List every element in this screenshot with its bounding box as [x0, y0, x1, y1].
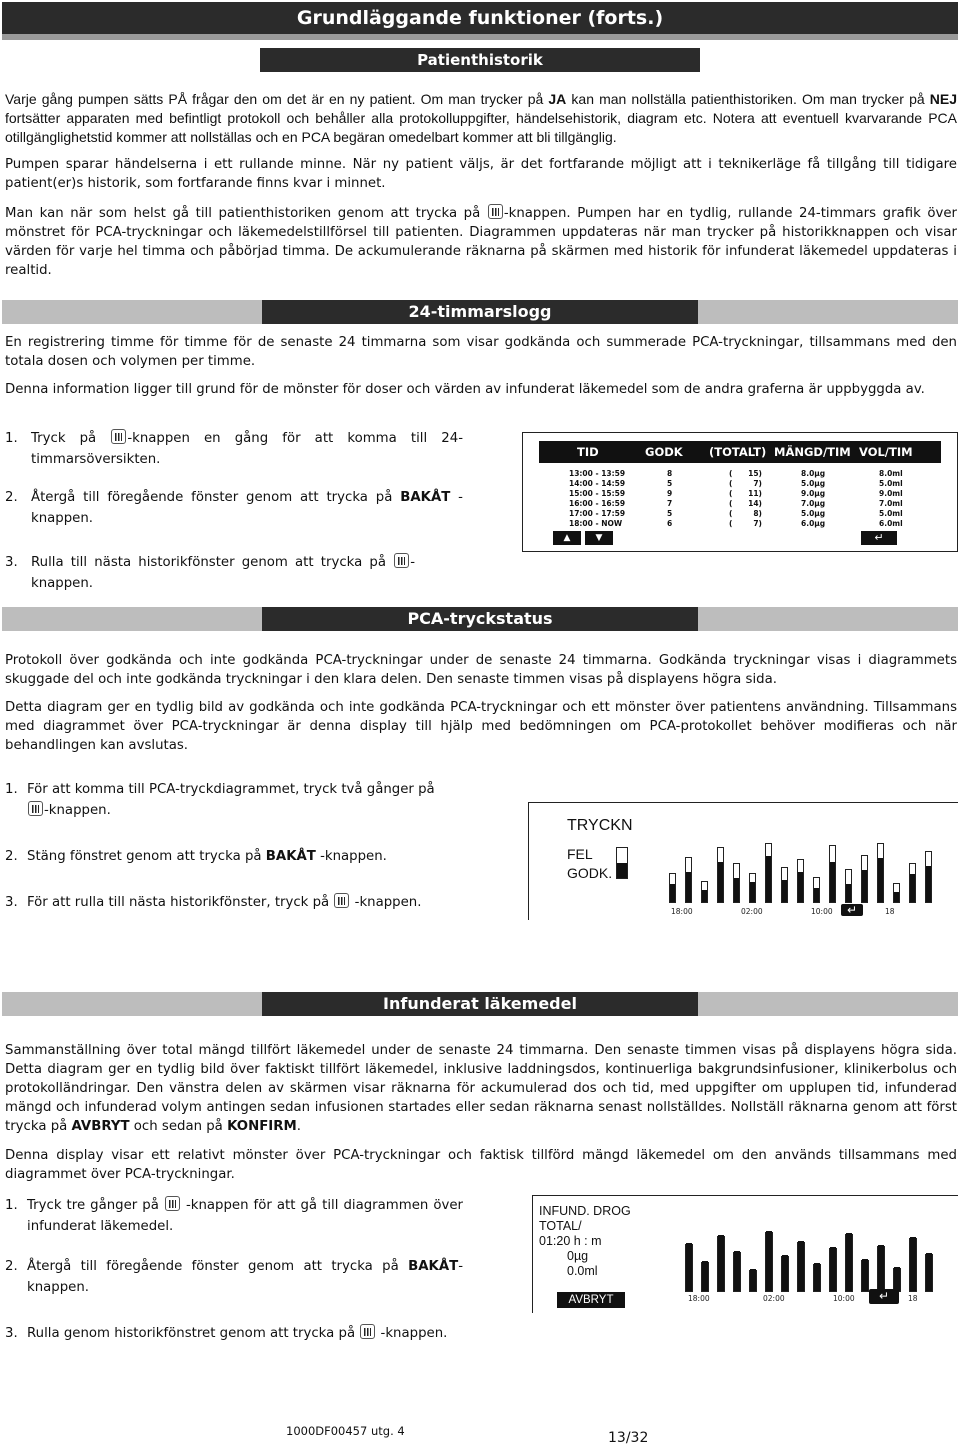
table-cell: 6.0µg [801, 519, 826, 528]
history-icon [488, 204, 503, 219]
chart-bar [893, 883, 900, 903]
section-title-infunderat: Infunderat läkemedel [2, 992, 958, 1016]
chart-bar [749, 873, 756, 903]
table-cell: 9 [667, 489, 673, 498]
history-icon [165, 1196, 180, 1211]
chart-bar [701, 1262, 709, 1292]
chart-bar [797, 1242, 805, 1292]
chart-bar [685, 1244, 693, 1292]
history-icon [334, 893, 349, 908]
chart-bar [701, 881, 708, 903]
scroll-down-button[interactable]: ▼ [585, 531, 613, 545]
chart-bar [813, 1264, 821, 1292]
log-display [522, 432, 958, 552]
chart-bar [925, 851, 932, 903]
list-item: 1. Tryck tre gånger på -knappen för att gå till diagrammen över infunderat läkemedel. [5, 1198, 463, 1234]
page-header [2, 2, 958, 34]
chart-bar [765, 1232, 773, 1292]
history-icon [28, 801, 43, 816]
table-cell: ( 11) [729, 489, 762, 498]
pca-display [528, 802, 958, 920]
table-cell: 5 [667, 509, 673, 518]
infusion-chart [685, 1212, 953, 1292]
enter-button[interactable]: ↵ [869, 1289, 899, 1304]
paragraph: Protokoll över godkända och inte godkända PCA-tryckningar under de senaste 24 timmarna. Godkända tryckningar visas i diagrammets skuggade del och inte godkända tryckningar i den klara delen. Den senaste timmen visas på displayens högra sida. [5, 653, 957, 687]
chart-bar [797, 859, 804, 903]
table-row [539, 469, 941, 479]
table-cell: 5.0µg [801, 509, 826, 518]
table-cell: 9.0ml [879, 489, 903, 498]
list-item: 3. Rulla till nästa historikfönster genom att trycka på -knappen. [5, 555, 415, 591]
paragraph: En registrering timme för timme för de senaste 24 timmarna som visar godkända och summerade PCA-tryckningar, tillsammans med den totala dosen och volymen per timme. [5, 335, 957, 369]
table-cell: 7.0µg [801, 499, 826, 508]
tick-label: 10:00 [833, 1294, 855, 1303]
chart-bar [877, 843, 884, 903]
table-cell: ( 7) [729, 519, 762, 528]
enter-button[interactable]: ↵ [841, 904, 863, 916]
chart-bar [925, 1254, 933, 1292]
document-number: 1000DF00457 utg. 4 [286, 1424, 405, 1438]
table-cell: 13:00 - 13:59 [569, 469, 626, 478]
table-cell: ( 14) [729, 499, 762, 508]
chart-bar [749, 1270, 757, 1292]
table-cell: 17:00 - 17:59 [569, 509, 626, 518]
history-icon [360, 1324, 375, 1339]
tick-label: 18:00 [671, 907, 693, 916]
table-cell: 7.0ml [879, 499, 903, 508]
chart-bar [765, 843, 772, 903]
table-cell: 8.0ml [879, 469, 903, 478]
scroll-up-button[interactable]: ▲ [553, 531, 581, 545]
history-icon [394, 553, 409, 568]
list-item: 3. Rulla genom historikfönstret genom att trycka på -knappen. [5, 1326, 448, 1341]
chart-bar [813, 877, 820, 903]
chart-bar [845, 869, 852, 903]
chart-bar [781, 1256, 789, 1292]
table-row [539, 489, 941, 499]
list-item: 2. Återgå till föregående fönster genom att trycka på BAKÅT -knappen. [5, 490, 463, 526]
table-cell: 5.0ml [879, 479, 903, 488]
chart-bar [909, 1238, 917, 1292]
table-cell: 6.0ml [879, 519, 903, 528]
chart-bar [717, 1236, 725, 1292]
enter-button[interactable]: ↵ [861, 531, 897, 545]
table-cell: 5 [667, 479, 673, 488]
paragraph: Sammanställning över total mängd tillfört läkemedel under de senaste 24 timmarna. Den senaste timmen visas på displayens högra sida. Detta diagram ger en tydlig bild över faktiskt tillfört läkemedel, inklusive laddningsdos, kontinuerliga bakgrundsinfusioner, klinikerbolus och protokolländringar. Den vänstra delen av skärmen visar räknarna för ackumulerad dos och tid, med uppgifter om upplupen tid, infunderad mängd och infunderad volym antingen sedan infusionen startades eller sedan räknarna senast nollställdes. Nollställ räknarna genom att först trycka på AVBRYT och sedan på KONFIRM. [5, 1043, 957, 1134]
page-number: 13/32 [608, 1430, 649, 1446]
list-item: 2. Återgå till föregående fönster genom att trycka på BAKÅT-knappen. [5, 1259, 463, 1295]
list-item: 1. Tryck på -knappen en gång för att komma till 24-timmarsöversikten. [5, 431, 463, 467]
paragraph: Denna display visar ett relativt mönster över PCA-tryckningar och faktisk tillförd mängd läkemedel om den används tillsammans med diagrammet över PCA-tryckningar. [5, 1148, 957, 1182]
pca-display-title: TRYCKN [567, 817, 633, 834]
table-cell: 8 [667, 469, 673, 478]
table-cell: ( 15) [729, 469, 762, 478]
table-cell: 16:00 - 16:59 [569, 499, 626, 508]
chart-bar [909, 863, 916, 903]
tick-label: 02:00 [741, 907, 763, 916]
chart-bar [861, 855, 868, 903]
table-row [539, 499, 941, 509]
paragraph: Man kan när som helst gå till patienthistoriken genom att trycka på -knappen. Pumpen har en tydlig, rullande 24-timmars grafik över mönstret för PCA-tryckningar och läkemedelstillförsel till patienten. Diagrammen uppdateras när man trycker på historikknappen och visar värden för varje hel timma och påbörjad timma. De ackumulerande räknarna på skärmen med historik för infunderat läkemedel uppdateras i realtid. [5, 206, 957, 278]
paragraph: Denna information ligger till grund för de mönster för doser och värden av infunderat läkemedel som de andra graferna är uppbyggda av. [5, 382, 925, 397]
table-cell: 15:00 - 15:59 [569, 489, 626, 498]
list-item: 1. För att komma till PCA-tryckdiagrammet, tryck två gånger på -knappen. [5, 782, 435, 818]
chart-bar [685, 857, 692, 903]
history-icon [111, 429, 126, 444]
section-title-patienthistorik: Patienthistorik [260, 48, 700, 72]
chart-bar [829, 1248, 837, 1292]
infusion-display [532, 1195, 958, 1313]
table-cell: 8.0µg [801, 469, 826, 478]
list-item: 3. För att rulla till nästa historikfönster, tryck på -knappen. [5, 895, 422, 910]
table-row [539, 519, 941, 529]
log-table-body [539, 469, 941, 529]
paragraph: Varje gång pumpen sätts PÅ frågar den om det är en ny patient. Om man trycker på JA kan man nollställa patienthistoriken. Om man trycker på NEJ fortsätter apparaten med befintligt protokoll och behåller alla protokolluppgifter, händelsehistorik, diagram etc. Notera att eventuell kvarvarande PCA otillgänglighetstid kommer att nollställas och en PCA begäran omedelbart kommer att bli tillgänglig. [5, 91, 957, 145]
chart-bar [877, 1246, 885, 1292]
chart-bar [717, 847, 724, 903]
paragraph: Detta diagram ger en tydlig bild av godkända och inte godkända PCA-tryckningar och ett mönster över patientens användning. Tillsammans med diagrammet över PCA-tryckningar är denna display till hjälp med bedömningen om PCA-protokollet behöver modifieras och när behandlingen kan avslutas. [5, 700, 957, 753]
pca-chart [669, 823, 949, 903]
page-title: Grundläggande funktioner (forts.) [296, 7, 664, 29]
table-cell: ( 8) [729, 509, 762, 518]
table-cell: 14:00 - 14:59 [569, 479, 626, 488]
chart-bar [845, 1234, 853, 1292]
tick-label: 18 [908, 1294, 918, 1303]
section-title-logg: 24-timmarslogg [2, 300, 958, 324]
tick-label: 18:00 [688, 1294, 710, 1303]
legend-box [616, 847, 628, 879]
chart-bar [861, 1260, 869, 1292]
chart-bar [669, 873, 676, 903]
section-title-pca: PCA-tryckstatus [2, 607, 958, 631]
tick-label: 02:00 [763, 1294, 785, 1303]
godk-label: GODK. [567, 865, 613, 881]
table-cell: ( 7) [729, 479, 762, 488]
paragraph: Pumpen sparar händelserna i ett rullande minne. När ny patient väljs, är det fortfarande möjligt att i teknikerläge få tillgång till tidigare patient(er)s historik, som fortfarande finns kvar i minnet. [5, 157, 957, 191]
chart-bar [733, 1252, 741, 1292]
table-cell: 6 [667, 519, 673, 528]
table-cell: 18:00 - NOW [569, 519, 623, 528]
table-cell: 5.0ml [879, 509, 903, 518]
table-cell: 7 [667, 499, 673, 508]
list-item: 2. Stäng fönstret genom att trycka på BAKÅT -knappen. [5, 849, 387, 864]
tick-label: 10:00 [811, 907, 833, 916]
table-row [539, 479, 941, 489]
tick-label: 18 [885, 907, 895, 916]
fel-label: FEL [567, 846, 593, 862]
table-cell: 9.0µg [801, 489, 826, 498]
chart-bar [733, 863, 740, 903]
avbryt-button[interactable]: AVBRYT [557, 1292, 625, 1308]
table-row [539, 509, 941, 519]
chart-bar [781, 867, 788, 903]
chart-bar [829, 845, 836, 903]
table-cell: 5.0µg [801, 479, 826, 488]
log-table-header: TID GODK (TOTALT) MÄNGD/TIM VOL/TIM [539, 441, 941, 463]
counter-panel: INFUND. DROG TOTAL/ 01:20 h : m 0µg 0.0ml [539, 1204, 631, 1278]
